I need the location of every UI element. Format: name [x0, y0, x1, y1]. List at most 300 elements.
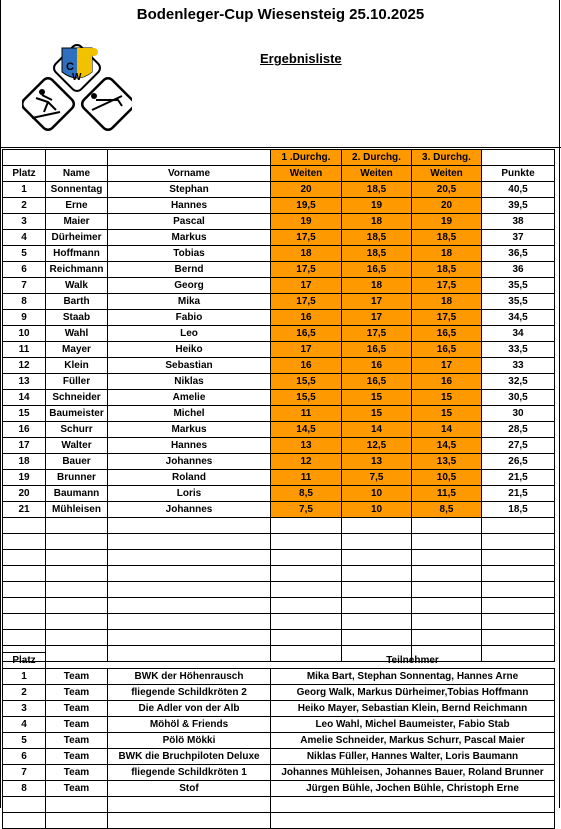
empty-cell	[3, 614, 46, 630]
empty-row	[3, 598, 555, 614]
table-row	[3, 374, 555, 390]
empty-cell	[3, 582, 46, 598]
empty-cell	[271, 598, 342, 614]
empty-cell	[412, 518, 482, 534]
punkte-cell: 39,5	[482, 198, 555, 214]
empty-cell	[482, 550, 555, 566]
platz-cell: 6	[3, 262, 46, 278]
members-cell: Johannes Mühleisen, Johannes Bauer, Roland Brunner	[271, 765, 555, 781]
punkte-cell: 40,5	[482, 182, 555, 198]
platz-cell: 8	[3, 294, 46, 310]
weite2-cell: 17,5	[342, 326, 412, 342]
weite2-cell: 19	[342, 198, 412, 214]
punkte-cell: 38	[482, 214, 555, 230]
platz-cell: 5	[3, 246, 46, 262]
platz-cell: 7	[3, 765, 46, 781]
column-header: Name	[46, 166, 108, 182]
weite2-cell: 13	[342, 454, 412, 470]
table-row	[3, 358, 555, 374]
empty-cell	[412, 534, 482, 550]
empty-cell	[271, 797, 555, 813]
column-header: Weiten	[412, 166, 482, 182]
team-name-cell: fliegende Schildkröten 1	[108, 765, 271, 781]
members-cell: Leo Wahl, Michel Baumeister, Fabio Stab	[271, 717, 555, 733]
empty-cell	[3, 813, 46, 829]
empty-cell	[412, 614, 482, 630]
empty-row	[3, 797, 555, 813]
weite3-cell: 18	[412, 246, 482, 262]
weite2-cell: 16,5	[342, 262, 412, 278]
team-name-cell: Möhöl & Friends	[108, 717, 271, 733]
weite3-cell: 20,5	[412, 182, 482, 198]
table-row	[3, 390, 555, 406]
weite3-cell: 11,5	[412, 486, 482, 502]
empty-cell	[271, 813, 555, 829]
weite1-cell: 16	[271, 310, 342, 326]
platz-cell: 2	[3, 198, 46, 214]
table-row	[3, 198, 555, 214]
members-cell: Niklas Füller, Hannes Walter, Loris Baumann	[271, 749, 555, 765]
platz-cell: 7	[3, 278, 46, 294]
punkte-cell: 34	[482, 326, 555, 342]
empty-cell	[271, 550, 342, 566]
punkte-cell: 33,5	[482, 342, 555, 358]
platz-cell: 16	[3, 422, 46, 438]
weite1-cell: 16	[271, 358, 342, 374]
weite2-cell: 18,5	[342, 246, 412, 262]
platz-cell: 20	[3, 486, 46, 502]
table-row	[3, 502, 555, 518]
platz-cell: 9	[3, 310, 46, 326]
weite2-cell: 10	[342, 486, 412, 502]
weite1-cell: 18	[271, 246, 342, 262]
name-cell: Baumeister	[46, 406, 108, 422]
team-label-cell: Team	[46, 669, 108, 685]
punkte-cell: 27,5	[482, 438, 555, 454]
table-row	[3, 342, 555, 358]
table-row	[3, 294, 555, 310]
empty-cell	[412, 598, 482, 614]
team-name-cell: Stof	[108, 781, 271, 797]
empty-cell	[342, 630, 412, 646]
table-row	[3, 326, 555, 342]
name-cell: Hoffmann	[46, 246, 108, 262]
empty-row	[3, 582, 555, 598]
name-cell: Walk	[46, 278, 108, 294]
name-cell: Erne	[46, 198, 108, 214]
weite3-cell: 17,5	[412, 278, 482, 294]
vorname-cell: Leo	[108, 326, 271, 342]
platz-cell: 6	[3, 749, 46, 765]
weite2-cell: 15	[342, 406, 412, 422]
weite3-cell: 15	[412, 406, 482, 422]
vorname-cell: Bernd	[108, 262, 271, 278]
punkte-cell: 21,5	[482, 470, 555, 486]
empty-cell	[3, 630, 46, 646]
empty-cell	[108, 550, 271, 566]
punkte-cell: 32,5	[482, 374, 555, 390]
team-name-cell: BWK die Bruchpiloten Deluxe	[108, 749, 271, 765]
empty-cell	[412, 566, 482, 582]
platz-cell: 12	[3, 358, 46, 374]
weite2-cell: 17	[342, 294, 412, 310]
weite1-cell: 19	[271, 214, 342, 230]
table-row	[3, 685, 555, 701]
platz-cell: 3	[3, 214, 46, 230]
empty-cell	[342, 534, 412, 550]
weite3-cell: 20	[412, 198, 482, 214]
punkte-cell: 30,5	[482, 390, 555, 406]
team-name-cell: fliegende Schildkröten 2	[108, 685, 271, 701]
teams-header-row	[3, 653, 555, 669]
weite2-cell: 10	[342, 502, 412, 518]
name-cell: Mayer	[46, 342, 108, 358]
vorname-cell: Fabio	[108, 310, 271, 326]
empty-cell	[3, 550, 46, 566]
vorname-cell: Michel	[108, 406, 271, 422]
name-cell: Baumann	[46, 486, 108, 502]
empty-cell	[342, 598, 412, 614]
weite3-cell: 8,5	[412, 502, 482, 518]
name-cell: Schurr	[46, 422, 108, 438]
name-cell: Walter	[46, 438, 108, 454]
weite1-cell: 12	[271, 454, 342, 470]
empty-cell	[46, 566, 108, 582]
empty-cell	[3, 566, 46, 582]
weite2-cell: 16,5	[342, 342, 412, 358]
weite2-cell: 12,5	[342, 438, 412, 454]
weite2-cell: 16	[342, 358, 412, 374]
table-row	[3, 749, 555, 765]
weite2-cell: 14	[342, 422, 412, 438]
empty-row	[3, 550, 555, 566]
column-header: Weiten	[342, 166, 412, 182]
members-cell: Heiko Mayer, Sebastian Klein, Bernd Reichmann	[271, 701, 555, 717]
platz-cell: 4	[3, 230, 46, 246]
empty-cell	[108, 534, 271, 550]
empty-cell	[271, 518, 342, 534]
empty-cell	[108, 653, 271, 669]
empty-cell	[482, 614, 555, 630]
platz-cell: 11	[3, 342, 46, 358]
empty-cell	[342, 582, 412, 598]
punkte-cell: 37	[482, 230, 555, 246]
weite3-cell: 15	[412, 390, 482, 406]
empty-cell	[482, 150, 555, 166]
empty-cell	[3, 150, 46, 166]
table-row	[3, 246, 555, 262]
vorname-cell: Heiko	[108, 342, 271, 358]
punkte-cell: 36,5	[482, 246, 555, 262]
svg-text:W: W	[72, 72, 82, 83]
empty-cell	[108, 797, 271, 813]
empty-cell	[46, 598, 108, 614]
name-cell: Maier	[46, 214, 108, 230]
name-cell: Staab	[46, 310, 108, 326]
round-header: 3. Durchg.	[412, 150, 482, 166]
empty-cell	[46, 614, 108, 630]
weite1-cell: 7,5	[271, 502, 342, 518]
platz-cell: 18	[3, 454, 46, 470]
weite1-cell: 11	[271, 406, 342, 422]
empty-cell	[482, 566, 555, 582]
name-cell: Brunner	[46, 470, 108, 486]
team-name-cell: Pölö Mökki	[108, 733, 271, 749]
punkte-cell: 35,5	[482, 278, 555, 294]
vorname-cell: Amelie	[108, 390, 271, 406]
weite1-cell: 17,5	[271, 230, 342, 246]
platz-cell: 14	[3, 390, 46, 406]
platz-cell: 3	[3, 701, 46, 717]
name-cell: Bauer	[46, 454, 108, 470]
vorname-cell: Roland	[108, 470, 271, 486]
results-group-header-row	[3, 150, 555, 166]
empty-cell	[3, 797, 46, 813]
column-header: Platz	[3, 653, 46, 669]
empty-cell	[412, 550, 482, 566]
empty-cell	[108, 150, 271, 166]
members-cell: Amelie Schneider, Markus Schurr, Pascal Maier	[271, 733, 555, 749]
platz-cell: 5	[3, 733, 46, 749]
platz-cell: 21	[3, 502, 46, 518]
svg-text:C: C	[66, 61, 74, 73]
vorname-cell: Pascal	[108, 214, 271, 230]
weite1-cell: 17	[271, 342, 342, 358]
empty-row	[3, 566, 555, 582]
punkte-cell: 35,5	[482, 294, 555, 310]
vorname-cell: Markus	[108, 230, 271, 246]
weite1-cell: 17	[271, 278, 342, 294]
platz-cell: 1	[3, 669, 46, 685]
table-row	[3, 310, 555, 326]
empty-cell	[46, 550, 108, 566]
team-label-cell: Team	[46, 717, 108, 733]
weite2-cell: 17	[342, 310, 412, 326]
empty-cell	[3, 598, 46, 614]
table-row	[3, 406, 555, 422]
round-header: 1 .Durchg.	[271, 150, 342, 166]
empty-cell	[46, 797, 108, 813]
punkte-cell: 36	[482, 262, 555, 278]
empty-cell	[482, 598, 555, 614]
table-row	[3, 262, 555, 278]
table-row	[3, 717, 555, 733]
empty-cell	[271, 614, 342, 630]
weite3-cell: 16,5	[412, 326, 482, 342]
punkte-cell: 26,5	[482, 454, 555, 470]
platz-cell: 17	[3, 438, 46, 454]
weite3-cell: 10,5	[412, 470, 482, 486]
weite1-cell: 8,5	[271, 486, 342, 502]
platz-cell: 8	[3, 781, 46, 797]
name-cell: Dürheimer	[46, 230, 108, 246]
vorname-cell: Johannes	[108, 454, 271, 470]
weite1-cell: 11	[271, 470, 342, 486]
table-row	[3, 765, 555, 781]
name-cell: Klein	[46, 358, 108, 374]
empty-cell	[108, 582, 271, 598]
vorname-cell: Johannes	[108, 502, 271, 518]
weite2-cell: 15	[342, 390, 412, 406]
weite3-cell: 17,5	[412, 310, 482, 326]
vorname-cell: Hannes	[108, 198, 271, 214]
empty-row	[3, 630, 555, 646]
platz-cell: 15	[3, 406, 46, 422]
empty-cell	[271, 566, 342, 582]
weite3-cell: 16	[412, 374, 482, 390]
table-row	[3, 669, 555, 685]
team-label-cell: Team	[46, 749, 108, 765]
empty-cell	[108, 566, 271, 582]
empty-cell	[482, 582, 555, 598]
weite1-cell: 13	[271, 438, 342, 454]
empty-row	[3, 534, 555, 550]
vorname-cell: Markus	[108, 422, 271, 438]
punkte-cell: 21,5	[482, 486, 555, 502]
vorname-cell: Niklas	[108, 374, 271, 390]
members-cell: Mika Bart, Stephan Sonnentag, Hannes Arne	[271, 669, 555, 685]
empty-cell	[342, 566, 412, 582]
team-label-cell: Team	[46, 781, 108, 797]
empty-cell	[46, 582, 108, 598]
name-cell: Schneider	[46, 390, 108, 406]
weite2-cell: 16,5	[342, 374, 412, 390]
empty-cell	[108, 598, 271, 614]
weite2-cell: 7,5	[342, 470, 412, 486]
empty-cell	[342, 614, 412, 630]
empty-cell	[271, 534, 342, 550]
platz-cell: 4	[3, 717, 46, 733]
empty-cell	[46, 518, 108, 534]
weite2-cell: 18	[342, 214, 412, 230]
weite3-cell: 17	[412, 358, 482, 374]
empty-cell	[46, 630, 108, 646]
team-label-cell: Team	[46, 685, 108, 701]
table-row	[3, 701, 555, 717]
club-logo	[22, 40, 132, 135]
weite3-cell: 18,5	[412, 230, 482, 246]
vorname-cell: Loris	[108, 486, 271, 502]
vorname-cell: Georg	[108, 278, 271, 294]
table-row	[3, 781, 555, 797]
punkte-cell: 34,5	[482, 310, 555, 326]
table-row	[3, 230, 555, 246]
weite1-cell: 14,5	[271, 422, 342, 438]
page-subtitle: Ergebnisliste	[260, 51, 342, 66]
vorname-cell: Stephan	[108, 182, 271, 198]
empty-cell	[342, 550, 412, 566]
table-row	[3, 278, 555, 294]
column-header: Punkte	[482, 166, 555, 182]
platz-cell: 19	[3, 470, 46, 486]
column-header: Teilnehmer	[386, 654, 439, 666]
team-name-cell: BWK der Höhenrausch	[108, 669, 271, 685]
column-header: Weiten	[271, 166, 342, 182]
members-cell: Georg Walk, Markus Dürheimer,Tobias Hoffmann	[271, 685, 555, 701]
empty-cell	[108, 614, 271, 630]
team-label-cell: Team	[46, 701, 108, 717]
weite2-cell: 18,5	[342, 182, 412, 198]
empty-cell	[342, 518, 412, 534]
empty-cell	[108, 630, 271, 646]
results-table	[2, 149, 555, 662]
vorname-cell: Mika	[108, 294, 271, 310]
weite3-cell: 14,5	[412, 438, 482, 454]
empty-cell	[108, 518, 271, 534]
punkte-cell: 33	[482, 358, 555, 374]
empty-cell	[271, 582, 342, 598]
vorname-cell: Hannes	[108, 438, 271, 454]
empty-row	[3, 813, 555, 829]
weite1-cell: 19,5	[271, 198, 342, 214]
empty-cell	[412, 582, 482, 598]
header-divider	[0, 147, 561, 148]
vorname-cell: Tobias	[108, 246, 271, 262]
weite3-cell: 14	[412, 422, 482, 438]
vorname-cell: Sebastian	[108, 358, 271, 374]
weite3-cell: 18	[412, 294, 482, 310]
punkte-cell: 18,5	[482, 502, 555, 518]
weite3-cell: 16,5	[412, 342, 482, 358]
punkte-cell: 28,5	[482, 422, 555, 438]
empty-cell	[3, 518, 46, 534]
name-cell: Reichmann	[46, 262, 108, 278]
table-row	[3, 214, 555, 230]
table-row	[3, 438, 555, 454]
weite3-cell: 13,5	[412, 454, 482, 470]
platz-cell: 13	[3, 374, 46, 390]
name-cell: Barth	[46, 294, 108, 310]
weite1-cell: 17,5	[271, 294, 342, 310]
weite3-cell: 18,5	[412, 262, 482, 278]
table-row	[3, 733, 555, 749]
column-header: Vorname	[108, 166, 271, 182]
weite3-cell: 19	[412, 214, 482, 230]
teams-table	[2, 652, 555, 829]
empty-cell	[412, 630, 482, 646]
empty-cell	[46, 150, 108, 166]
empty-cell	[482, 534, 555, 550]
table-row	[3, 486, 555, 502]
column-header: Platz	[3, 166, 46, 182]
weite1-cell: 16,5	[271, 326, 342, 342]
team-label-cell: Team	[46, 765, 108, 781]
weite1-cell: 20	[271, 182, 342, 198]
table-row	[3, 470, 555, 486]
table-row	[3, 182, 555, 198]
page-title: Bodenleger-Cup Wiesensteig 25.10.2025	[136, 6, 425, 23]
empty-cell	[46, 534, 108, 550]
weite2-cell: 18,5	[342, 230, 412, 246]
platz-cell: 2	[3, 685, 46, 701]
empty-row	[3, 614, 555, 630]
empty-cell	[108, 813, 271, 829]
name-cell: Wahl	[46, 326, 108, 342]
weite1-cell: 15,5	[271, 374, 342, 390]
empty-row	[3, 518, 555, 534]
empty-cell	[46, 653, 108, 669]
results-header-row	[3, 166, 555, 182]
name-cell: Mühleisen	[46, 502, 108, 518]
punkte-cell: 30	[482, 406, 555, 422]
name-cell: Sonnentag	[46, 182, 108, 198]
members-cell: Jürgen Bühle, Jochen Bühle, Christoph Erne	[271, 781, 555, 797]
weite1-cell: 17,5	[271, 262, 342, 278]
platz-cell: 1	[3, 182, 46, 198]
team-name-cell: Die Adler von der Alb	[108, 701, 271, 717]
empty-cell	[3, 534, 46, 550]
table-row	[3, 422, 555, 438]
